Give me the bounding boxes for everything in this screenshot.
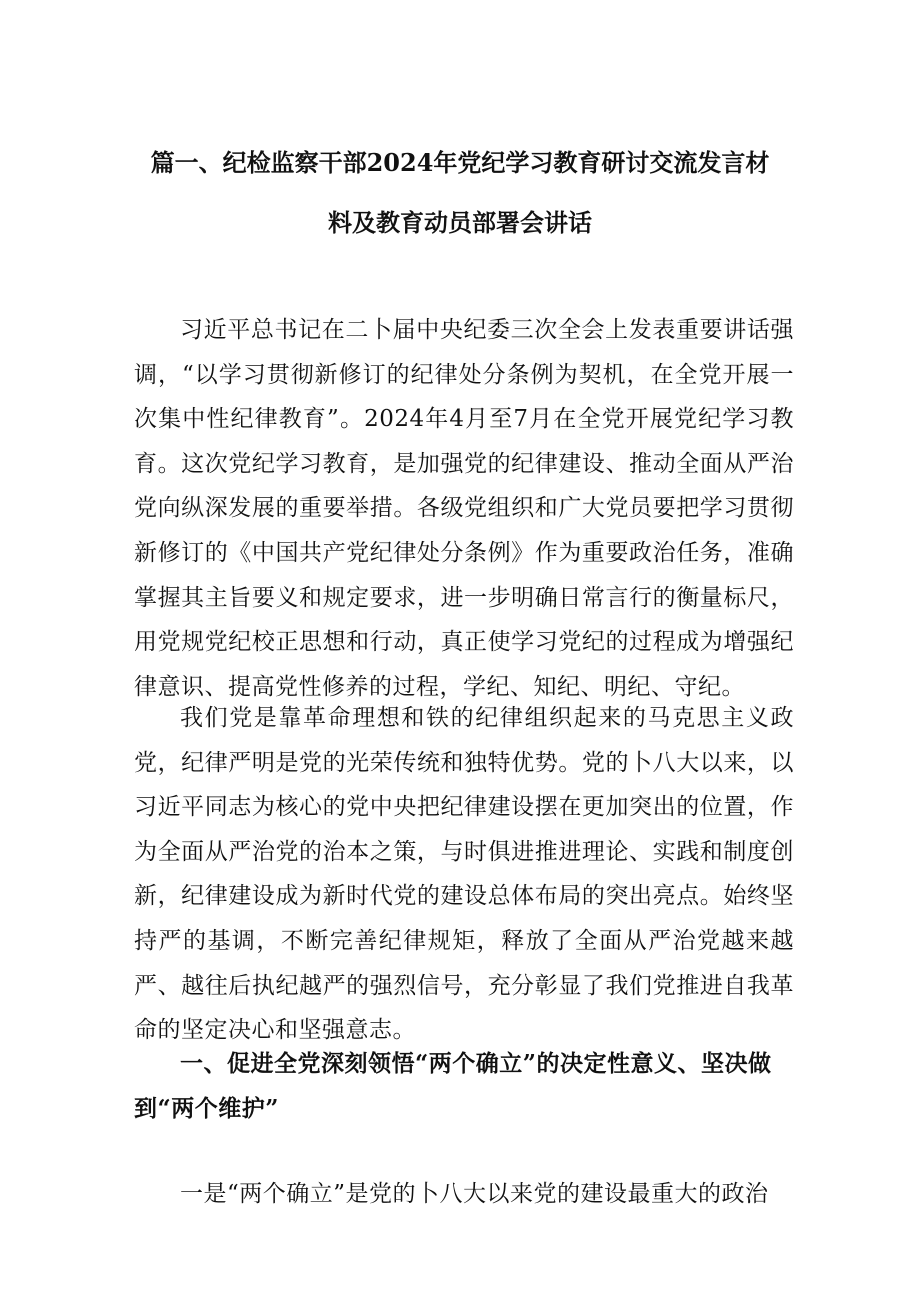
paragraph-2: 我们党是靠革命理想和铁的纪律组织起来的马克思主义政党，纪律严明是党的光荣传统和独特优势。党的卜八大以来，以习近平同志为核心的党中央把纪律建设摆在更加突出的位置，作为全面从严治党的治本之策，与时俱进推进理论、实践和制度创新，纪律建设成为新时代党的建设总体布局的突出亮点。始终坚持严的基调，不断完善纪律规矩，释放了全面从严治党越来越严、越往后执纪越严的强烈信号，充分彰显了我们党推进自我革命的坚定决心和坚强意志。 [134, 705, 794, 1044]
document-title-line-2: 料及教育动员部署会讲话 [328, 208, 592, 237]
section-heading-1: 一、促进全党深刻领悟“两个确立”的决定性意义、坚决做到“两个维护” [134, 1050, 772, 1122]
document-title-line-1: 篇一、纪检监察干部2024年党纪学习教育研讨交流发言材 [150, 148, 770, 177]
paragraph-1: 习近平总书记在二卜届中央纪委三次全会上发表重要讲话强调，“以学习贯彻新修订的纪律处分条例为契机，在全党开展一次集中性纪律教育”。2024年4月至7月在全党开展党纪学习教育。这次党纪学习教育，是加强党的纪律建设、推动全面从严治党向纵深发展的重要举措。各级党组织和广大党员要把学习贯彻新修订的《中国共产党纪律处分条例》作为重要政治任务，准确掌握其主旨要义和规定要求，进一步明确日常言行的衡量标尺，用党规党纪校正思想和行动，真正使学习党纪的过程成为增强纪律意识、提高党性修养的过程，学纪、知纪、明纪、守纪。 [134, 317, 794, 700]
paragraph-3: 一是“两个确立”是党的卜八大以来党的建设最重大的政治 [180, 1181, 769, 1207]
